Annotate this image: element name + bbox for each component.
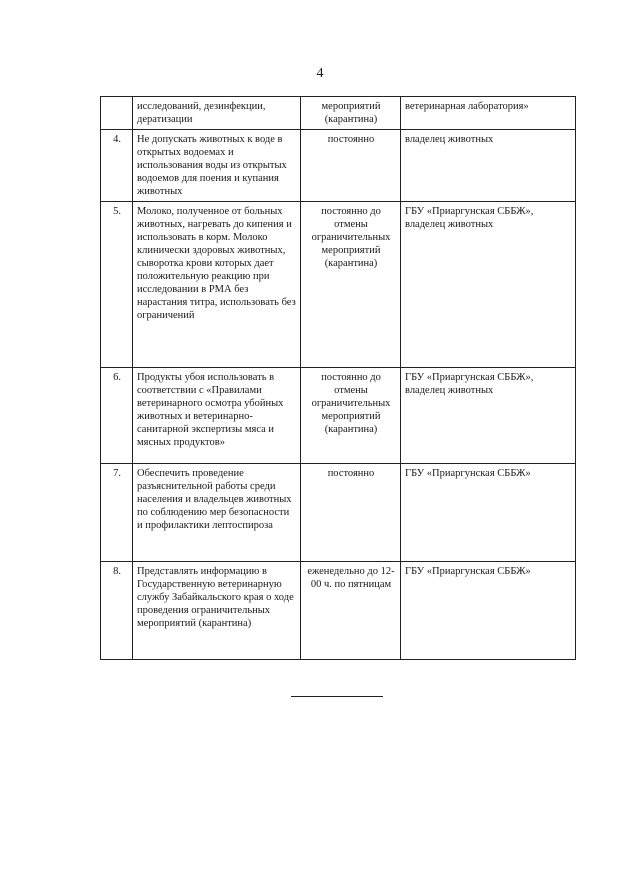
table-row <box>101 202 576 368</box>
table-row <box>101 130 576 202</box>
table-row <box>101 562 576 660</box>
table-row <box>101 368 576 464</box>
row-number: 6. <box>101 368 133 464</box>
closing-rule <box>291 696 383 697</box>
term-text: мероприятий (карантина) <box>301 97 401 130</box>
row-number: 4. <box>101 130 133 202</box>
responsible-text: ГБУ «Приаргунская СББЖ», владелец животных <box>401 368 576 464</box>
table-row <box>101 97 576 130</box>
responsible-text: ветеринарная лаборатория» <box>401 97 576 130</box>
measure-text: Не допускать животных к воде в открытых водоемах и использования воды из открытых водоемов для поения и купания животных <box>133 130 301 202</box>
measure-text: Продукты убоя использовать в соответствии с «Правилами ветеринарного осмотра убойных животных и ветеринарно-санитарной экспертизы мяса и мясных продуктов» <box>133 368 301 464</box>
term-text: постоянно до отмены ограничительных мероприятий (карантина) <box>301 202 401 368</box>
responsible-text: ГБУ «Приаргунская СББЖ», владелец животных <box>401 202 576 368</box>
table-row <box>101 464 576 562</box>
term-text: постоянно до отмены ограничительных мероприятий (карантина) <box>301 368 401 464</box>
measures-table <box>100 96 576 660</box>
row-number <box>101 97 133 130</box>
term-text: постоянно <box>301 130 401 202</box>
term-text: еженедельно до 12-00 ч. по пятницам <box>301 562 401 660</box>
row-number: 7. <box>101 464 133 562</box>
measure-text: исследований, дезинфекции, дератизации <box>133 97 301 130</box>
row-number: 5. <box>101 202 133 368</box>
responsible-text: ГБУ «Приаргунская СББЖ» <box>401 562 576 660</box>
measure-text: Обеспечить проведение разъяснительной работы среди населения и владельцев животных по соблюдению мер безопасности и профилактики лептоспироза <box>133 464 301 562</box>
responsible-text: владелец животных <box>401 130 576 202</box>
measure-text: Молоко, полученное от больных животных, нагревать до кипения и использовать в корм. Молоко клинически здоровых животных, сыворотка крови которых дает положительную реакцию при исследовании в РМА без нарастания титра, использовать без ограничений <box>133 202 301 368</box>
responsible-text: ГБУ «Приаргунская СББЖ» <box>401 464 576 562</box>
row-number: 8. <box>101 562 133 660</box>
page-number: 4 <box>316 66 324 81</box>
measure-text: Представлять информацию в Государственную ветеринарную службу Забайкальского края о ходе проведения ограничительных мероприятий (карантина) <box>133 562 301 660</box>
term-text: постоянно <box>301 464 401 562</box>
